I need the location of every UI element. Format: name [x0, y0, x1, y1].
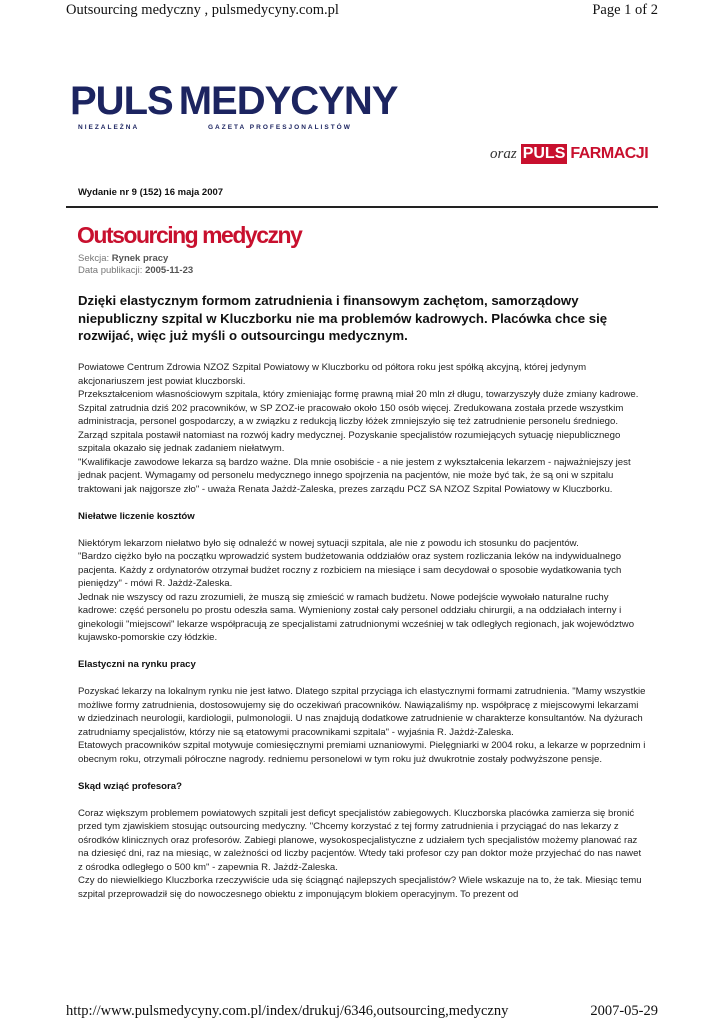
article-body	[78, 361, 646, 901]
paragraph: Powiatowe Centrum Zdrowia NZOZ Szpital Powiatowy w Kluczborku od półtora roku jest spółką akcyjną, której jedynym akcjonariuszem jest powiat kluczborski.	[78, 362, 587, 387]
paragraph: "Kwalifikacje zawodowe lekarza są bardzo ważne. Dla mnie osobiście - a nie jestem z wykształcenia lekarzem - najważniejszy jest jednak pacjent. Wymagamy od personelu medycznego innego spojrzenia na pacjentów, nie może być tak, że są oni w szpitalu traktowani jak najgorsze zło" - uważa Renata Jażdż-Zaleska, prezes zarządu PCZ SA NZOZ Szpital Powiatowy w Kluczborku.	[78, 456, 631, 495]
section-value: Rynek pracy	[111, 253, 169, 264]
edition-line: Wydanie nr 9 (152) 16 maja 2007	[78, 187, 224, 198]
header-rule	[66, 206, 658, 208]
date-value: 2005-11-23	[145, 265, 194, 276]
logo-word-medycyny: MEDYCYNY	[178, 79, 398, 123]
subheading: Niełatwe liczenie kosztów	[78, 510, 195, 522]
paragraph: "Bardzo ciężko było na początku wprowadzić system budżetowania oddziałów oraz system rozliczania leków na indywidualnego pacjenta. Każdy z ordynatorów otrzymał budżet roczny z rozbiciem na miesiące i sam decydował o sposobie wydatkowania tych pieniędzy" - mówi R. Jażdż-Zaleska.	[78, 551, 622, 589]
puls-farmacji-logo	[490, 142, 648, 166]
logo-subtitle-right: GAZETA PROFESJONALISTÓW	[208, 124, 352, 131]
logo-subtitle-left: NIEZALEŻNA	[78, 124, 140, 131]
article-date	[78, 265, 193, 276]
paragraph: Czy do niewielkiego Kluczborka rzeczywiście uda się ściągnąć najlepszych specjalistów? Wiele wskazuje na to, że tak. Miesiąc temu szpital przeprowadził się do nowoczesnego obiektu z imponującym blokiem operacyjnym. To prezent od	[78, 875, 642, 900]
article-title: Outsourcing medyczny	[77, 222, 302, 248]
article-section	[78, 253, 168, 264]
puls-medycyny-logo	[70, 75, 398, 135]
print-header-page: Page 1 of 2	[592, 2, 658, 18]
print-footer-date: 2007-05-29	[590, 1003, 658, 1019]
oraz-label: oraz	[490, 145, 517, 162]
paragraph: Niektórym lekarzom niełatwo było się odnaleźć w nowej sytuacji szpitala, ale nie z powodu ich stosunku do pacjentów.	[78, 537, 579, 549]
logo-word-puls: PULS	[70, 79, 173, 123]
logo-puls-red: PULS	[522, 145, 566, 162]
subheading: Skąd wziąć profesora?	[78, 780, 182, 792]
paragraph: Jednak nie wszyscy od razu zrozumieli, że muszą się zmieścić w ramach budżetu. Nowe podejście wywołało naturalne ruchy kadrowe: część personelu po prostu odeszła sama. Wymieniony został cały personel oddziału chirurgii, a na oddziałach interny i ginekologii "miejscowi" lekarze współpracują ze specjalistami zatrudnionymi wcześniej w tak odległych regionach, jak województwo kujawsko-pomorskie czy łódzkie.	[78, 591, 635, 643]
print-header-title: Outsourcing medyczny , pulsmedycyny.com.pl	[66, 2, 339, 18]
subheading: Elastyczni na rynku pracy	[78, 659, 196, 670]
paragraph: Etatowych pracowników szpital motywuje comiesięcznymi premiami uznaniowymi. Pielęgniarki w 2004 roku, a lekarze w poprzednim i obecnym roku, otrzymali półroczne nagrody. redniemu personelowi w tym roku już dwukrotnie zostały podwyższone pensje.	[78, 740, 646, 765]
logo-farmacji-red: FARMACJI	[570, 145, 649, 162]
article-lead: Dzięki elastycznym formom zatrudnienia i finansowym zachętom, samorządowy niepubliczny szpital w Kluczborku nie ma problemów kadrowych. Placówka chce się rozwijać, więc już myśli o outsourcingu medycznym.	[78, 293, 608, 343]
paragraph: Przekształceniom własnościowym szpitala, który zmieniając formę prawną miał 20 mln zł długu, towarzyszyły duże zmiany kadrowe. Szpital zatrudnia dziś 202 pracowników, w SP ZOZ-ie pracowało około 150 osób więcej. Zredukowana została przede wszystkim administracja, personel gospodarczy, a w związku z redukcją liczby łóżek zmniejszyło się też zatrudnienie personelu średniego. Zarząd szpitala postawił natomiast na rozwój kadry medycznej. Pozyskanie specjalistów rozumiejących sytuację niepublicznego szpitala okazało się jednak zadaniem niełatwym.	[78, 389, 639, 454]
section-label: Sekcja:	[78, 253, 110, 264]
date-label: Data publikacji:	[78, 265, 143, 276]
print-footer-url: http://www.pulsmedycyny.com.pl/index/drukuj/6346,outsourcing,medyczny	[66, 1003, 509, 1019]
paragraph: Coraz większym problemem powiatowych szpitali jest deficyt specjalistów zabiegowych. Kluczborska placówka zamierza się bronić przed tym zjawiskiem stosując outsourcing medyczny. "Chcemy korzystać z tej formy zatrudnienia i przyciągać do nas lekarzy z ośrodków klinicznych oraz profesorów. Zabiegi planowe, wysokospecjalistyczne z udziałem tych specjalistów możemy planować raz na dziesięć dni, raz na miesiąc, w zależności od liczby pacjentów. Wtedy taki profesor czy pan doktor może przyjechać do nas nawet z ośrodka odległego o 500 km" - zapewnia R. Jażdż-Zaleska.	[78, 807, 642, 873]
paragraph: Pozyskać lekarzy na lokalnym rynku nie jest łatwo. Dlatego szpital przyciąga ich elastycznymi formami zatrudnienia. "Mamy wszystkie możliwe formy zatrudnienia, dostosowujemy się do oczekiwań pracowników. Nawiązaliśmy np. współpracę z miejscowymi lekarzami w dziedzinach neurologii, kardiologii, pulmonologii. U nas znajdują dodatkowe zatrudnienie w charakterze konsultantów. Na dyżurach zatrudniamy specjalistów, którzy nie są etatowymi pracownikami szpitala" - wyjaśnia R. Jażdż-Zaleska.	[78, 686, 646, 738]
